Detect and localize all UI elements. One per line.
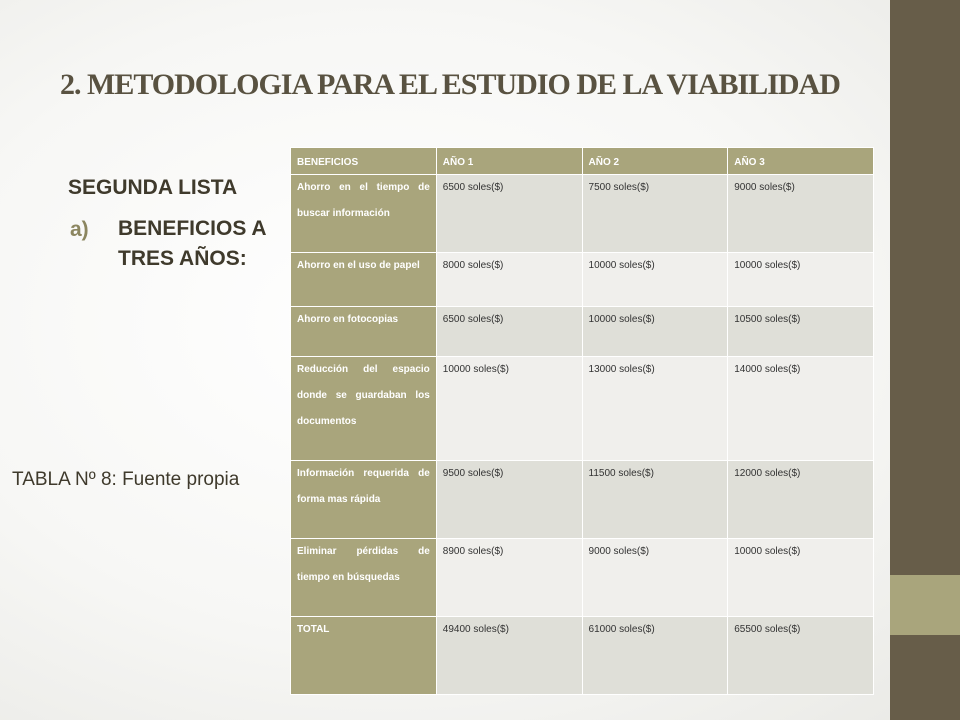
table-caption: TABLA Nº 8: Fuente propia bbox=[12, 469, 240, 490]
header-year-3: AÑO 3 bbox=[728, 148, 874, 175]
row-value-year-2: 10000 soles($) bbox=[582, 253, 728, 307]
table-row-total bbox=[291, 617, 874, 695]
row-value-year-3: 14000 soles($) bbox=[728, 357, 874, 461]
row-value-year-2: 9000 soles($) bbox=[582, 539, 728, 617]
table-row bbox=[291, 307, 874, 357]
row-value-year-3: 10000 soles($) bbox=[728, 539, 874, 617]
row-label: Información requerida de forma mas rápida bbox=[291, 461, 437, 539]
slide-title: 2. METODOLOGIA PARA EL ESTUDIO DE LA VIABILIDAD bbox=[60, 68, 840, 101]
table-row bbox=[291, 253, 874, 307]
total-year-3: 65500 soles($) bbox=[728, 617, 874, 695]
header-year-2: AÑO 2 bbox=[582, 148, 728, 175]
row-value-year-1: 8000 soles($) bbox=[436, 253, 582, 307]
row-value-year-3: 10000 soles($) bbox=[728, 253, 874, 307]
table-row bbox=[291, 357, 874, 461]
list-text: BENEFICIOS A TRES AÑOS: bbox=[118, 217, 266, 270]
total-year-1: 49400 soles($) bbox=[436, 617, 582, 695]
benefits-table bbox=[290, 147, 874, 695]
row-value-year-2: 11500 soles($) bbox=[582, 461, 728, 539]
header-year-1: AÑO 1 bbox=[436, 148, 582, 175]
header-beneficios: BENEFICIOS bbox=[291, 148, 437, 175]
row-value-year-1: 9500 soles($) bbox=[436, 461, 582, 539]
row-value-year-3: 9000 soles($) bbox=[728, 175, 874, 253]
list-item bbox=[70, 218, 280, 274]
row-value-year-2: 10000 soles($) bbox=[582, 307, 728, 357]
row-label-total: TOTAL bbox=[291, 617, 437, 695]
row-value-year-1: 10000 soles($) bbox=[436, 357, 582, 461]
row-value-year-1: 6500 soles($) bbox=[436, 175, 582, 253]
row-label: Ahorro en el uso de papel bbox=[291, 253, 437, 307]
row-label: Ahorro en fotocopias bbox=[291, 307, 437, 357]
row-label: Eliminar pérdidas de tiempo en búsquedas bbox=[291, 539, 437, 617]
total-year-2: 61000 soles($) bbox=[582, 617, 728, 695]
section-subtitle: SEGUNDA LISTA bbox=[68, 176, 238, 199]
list-marker: a) bbox=[70, 218, 89, 241]
row-label: Reducción del espacio donde se guardaban los documentos bbox=[291, 357, 437, 461]
table-row bbox=[291, 539, 874, 617]
row-value-year-3: 10500 soles($) bbox=[728, 307, 874, 357]
row-label: Ahorro en el tiempo de buscar información bbox=[291, 175, 437, 253]
row-value-year-1: 6500 soles($) bbox=[436, 307, 582, 357]
decorative-sidebar-band bbox=[890, 575, 960, 635]
row-value-year-2: 7500 soles($) bbox=[582, 175, 728, 253]
row-value-year-2: 13000 soles($) bbox=[582, 357, 728, 461]
table-row bbox=[291, 175, 874, 253]
table-header-row bbox=[291, 148, 874, 175]
row-value-year-1: 8900 soles($) bbox=[436, 539, 582, 617]
row-value-year-3: 12000 soles($) bbox=[728, 461, 874, 539]
table-row bbox=[291, 461, 874, 539]
